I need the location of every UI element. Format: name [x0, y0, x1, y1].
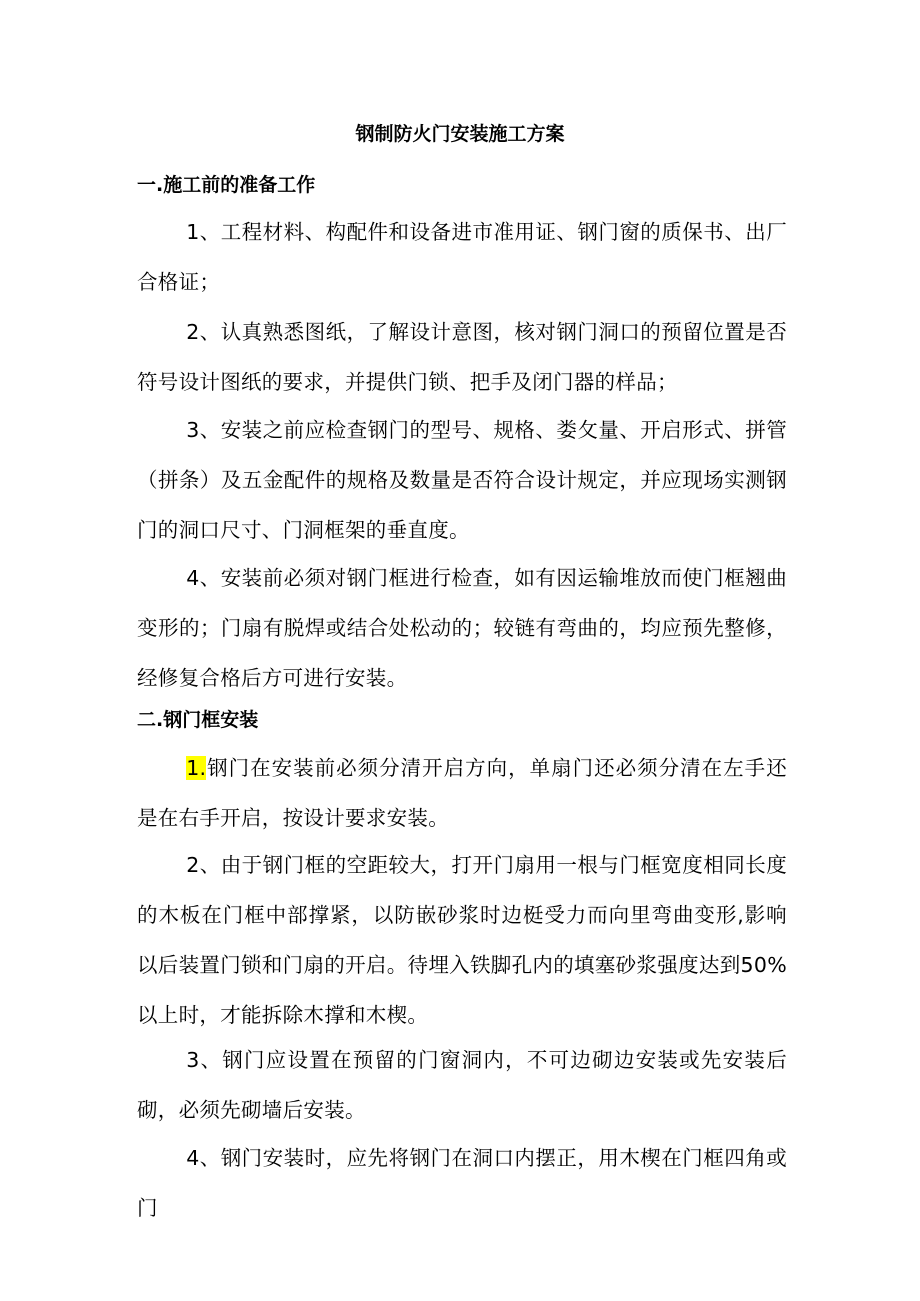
section-heading-frame-install: 二.钢门框安装	[137, 709, 259, 731]
paragraph-frame-4: 4、钢门安装时，应先将钢门在洞口内摆正，用木楔在门框四角或门	[137, 1146, 787, 1220]
paragraph-frame-2: 2、由于钢门框的空距较大，打开门扇用一根与门框宽度相同长度的木板在门框中部撑紧，以防嵌砂浆时边梃受力而向里弯曲变形,影响以后装置门锁和门扇的开启。待埋入铁脚孔内的填塞砂浆强度达到50%以上时，才能拆除木撑和木楔。	[137, 853, 787, 1027]
section-heading-preparation: 一.施工前的准备工作	[137, 174, 316, 196]
paragraph-prep-4: 4、安装前必须对钢门框进行检查，如有因运输堆放而使门框翘曲变形的；门扇有脱焊或结合处松动的；较链有弯曲的，均应预先整修，经修复合格后方可进行安装。	[137, 566, 787, 690]
paragraph-frame-3: 3、钢门应设置在预留的门窗洞内，不可边砌边安装或先安装后砌，必须先砌墙后安装。	[137, 1048, 787, 1122]
paragraph-prep-3: 3、安装之前应检查钢门的型号、规格、娄攵量、开启形式、拼管（拼条）及五金配件的规格及数量是否符合设计规定，并应现场实测钢门的洞口尺寸、门洞框架的垂直度。	[137, 418, 787, 542]
document-title: 钢制防火门安装施工方案	[355, 123, 565, 145]
highlighted-number: 1.	[186, 756, 207, 780]
paragraph-prep-1: 1、工程材料、构配件和设备进市准用证、钢门窗的质保书、出厂合格证；	[137, 220, 787, 294]
paragraph-prep-2: 2、认真熟悉图纸，了解设计意图，核对钢门洞口的预留位置是否符号设计图纸的要求，并提供门锁、把手及闭门器的样品；	[137, 320, 787, 394]
paragraph-frame-1	[137, 743, 787, 843]
paragraph-frame-1-text: 钢门在安装前必须分清开启方向，单扇门还必须分清在左手还是在右手开启，按设计要求安装。	[137, 756, 787, 830]
